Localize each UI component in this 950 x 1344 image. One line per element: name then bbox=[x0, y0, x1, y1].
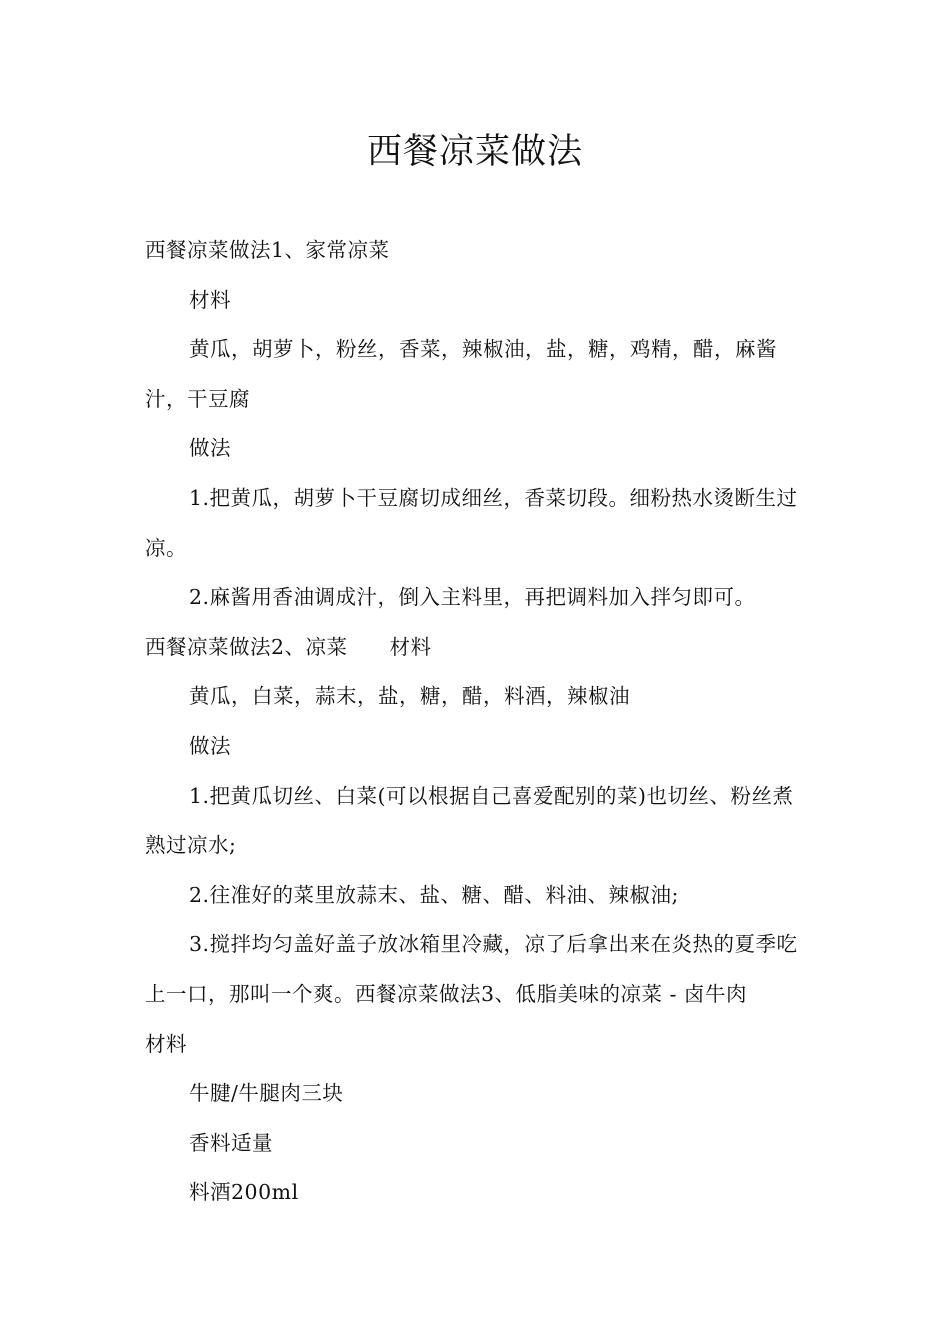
ingredients-list: 黄瓜，胡萝卜，粉丝，香菜，辣椒油，盐，糖，鸡精，醋，麻酱汁，干豆腐 bbox=[145, 337, 777, 411]
method-step: 2.麻酱用香油调成汁，倒入主料里，再把调料加入拌匀即可。 bbox=[189, 585, 756, 610]
method-step: 2.往准好的菜里放蒜末、盐、糖、醋、料油、辣椒油; bbox=[189, 882, 679, 907]
method-label: 做法 bbox=[189, 733, 231, 758]
section-heading-1: 西餐凉菜做法1、家常凉菜 bbox=[145, 238, 390, 262]
section-heading-2: 西餐凉菜做法2、凉菜 材料 bbox=[145, 634, 432, 659]
method-step: 1.把黄瓜切丝、白菜(可以根据自己喜爱配别的菜)也切丝、粉丝煮熟过凉水; bbox=[145, 783, 794, 858]
method-label: 做法 bbox=[189, 436, 231, 461]
method-step: 3.搅拌均匀盖好盖子放冰箱里冷藏，凉了后拿出来在炎热的夏季吃上一口，那叫一个爽。西餐凉菜做法3、低脂美味的凉菜 - 卤牛肉 材料 bbox=[145, 932, 798, 1056]
method-step: 1.把黄瓜，胡萝卜干豆腐切成细丝，香菜切段。细粉热水烫断生过凉。 bbox=[145, 485, 798, 560]
ingredients-list: 黄瓜，白菜，蒜末，盐，糖，醋，料酒，辣椒油 bbox=[189, 684, 630, 709]
ingredient-item: 香料适量 bbox=[189, 1130, 273, 1155]
document-title: 西餐凉菜做法 bbox=[366, 132, 583, 172]
ingredients-label: 材料 bbox=[189, 287, 231, 312]
ingredient-item: 牛腱/牛腿肉三块 bbox=[189, 1081, 344, 1106]
document-body bbox=[145, 226, 807, 1218]
ingredient-item: 料酒200ml bbox=[189, 1180, 299, 1205]
